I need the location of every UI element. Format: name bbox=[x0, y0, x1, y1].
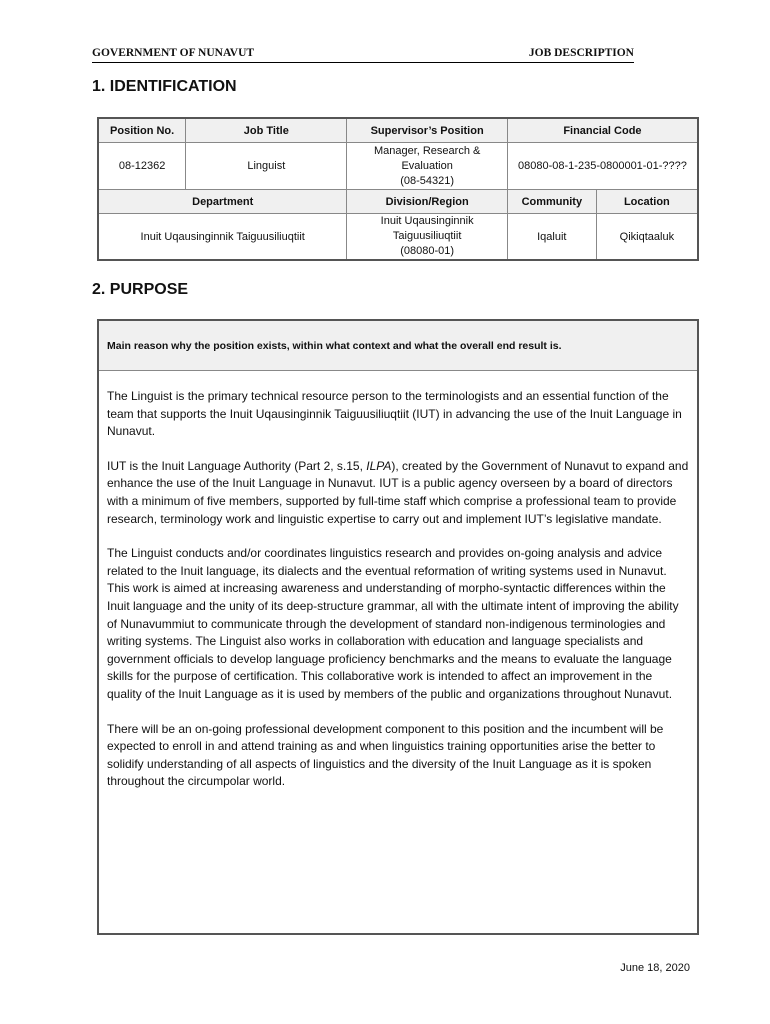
col-financial-code: Financial Code bbox=[507, 118, 698, 143]
p2-text-b: ), created by the Government of Nunavut to expand and enhance the use of the Inuit Language in Nunavut. IUT is a public agency overseen by a board of directors with a minimum of five members, supported by full-time staff which comprise a professional team to provide research, terminology work and linguistic expertise to carry out and implement IUT’s legislative mandate. bbox=[107, 458, 689, 526]
col-supervisor: Supervisor’s Position bbox=[347, 118, 508, 143]
supervisor-line-1: Manager, Research & bbox=[373, 144, 481, 157]
col-community: Community bbox=[507, 190, 596, 214]
cell-financial-code: 08080-08-1-235-0800001-01-???? bbox=[507, 143, 698, 190]
section-purpose-heading: 2. PURPOSE bbox=[92, 281, 189, 298]
cell-community: Iqaluit bbox=[507, 214, 596, 261]
purpose-paragraph-3: The Linguist conducts and/or coordinates linguistics research and provides on-going analysis and advice related to the Inuit language, its dialects and the eventual reformation of writing systems used in Nunavut. This work is aimed at increasing awareness and understanding of morpho-syntactic differences within the Inuit language and the unity of its deep-structure grammar, all with the ultimate intent of improving the ability of Nunavummiut to communicate through the development of standard non-indigenous terminologies and writing systems. The Linguist also works in collaboration with education and language specialists and government officials to develop language proficiency benchmarks and the means to evaluate the language skills for the purpose of certification. This collaborative work is intended to affect an improvement in the quality of the Inuit Language as it is used by members of the public and organizations throughout Nunavut. bbox=[107, 546, 679, 701]
document-header bbox=[92, 46, 634, 63]
footer-date: June 18, 2020 bbox=[620, 962, 690, 974]
header-doc-type: JOB DESCRIPTION bbox=[528, 47, 634, 59]
cell-position-no: 08-12362 bbox=[98, 143, 186, 190]
col-division: Division/Region bbox=[347, 190, 508, 214]
cell-division bbox=[347, 214, 508, 261]
purpose-paragraph-4: There will be an on-going professional development component to this position and the incumbent will be expected to enroll in and attend training as and when linguistics training opportunities arise the better to solidify understanding of all aspects of linguistics and the diversity of the Inuit Language as it is spoken throughout the circumpolar world. bbox=[107, 721, 664, 789]
p2-text-a: IUT is the Inuit Language Authority (Part 2, s.15, bbox=[107, 458, 367, 473]
purpose-body bbox=[99, 371, 697, 791]
cell-department: Inuit Uqausinginnik Taiguusiliuqtiit bbox=[98, 214, 347, 261]
cell-supervisor bbox=[347, 143, 508, 190]
purpose-box bbox=[97, 319, 699, 935]
identification-table bbox=[97, 117, 699, 261]
purpose-box-header: Main reason why the position exists, within what context and what the overall end result is. bbox=[99, 321, 697, 371]
purpose-paragraph-2 bbox=[107, 458, 689, 528]
header-org: GOVERNMENT OF NUNAVUT bbox=[92, 47, 255, 59]
supervisor-line-3: (08-54321) bbox=[400, 174, 455, 187]
purpose-paragraph-1: The Linguist is the primary technical resource person to the terminologists and an essential function of the team that supports the Inuit Uqausinginnik Taiguusiliuqtiit (IUT) in advancing the use of the Inuit Language in Nunavut. bbox=[107, 389, 682, 439]
p2-italic-ilpa: ILPA bbox=[366, 458, 392, 473]
section-identification-heading: 1. IDENTIFICATION bbox=[92, 78, 237, 95]
division-line-2: (08080-01) bbox=[400, 245, 455, 257]
cell-location: Qikiqtaaluk bbox=[596, 214, 698, 261]
col-job-title: Job Title bbox=[186, 118, 347, 143]
col-location: Location bbox=[596, 190, 698, 214]
division-line-1: Inuit Uqausinginnik Taiguusiliuqtiit bbox=[380, 215, 474, 242]
cell-job-title: Linguist bbox=[186, 143, 347, 190]
col-department: Department bbox=[98, 190, 347, 214]
col-position-no: Position No. bbox=[98, 118, 186, 143]
supervisor-line-2: Evaluation bbox=[401, 159, 453, 172]
